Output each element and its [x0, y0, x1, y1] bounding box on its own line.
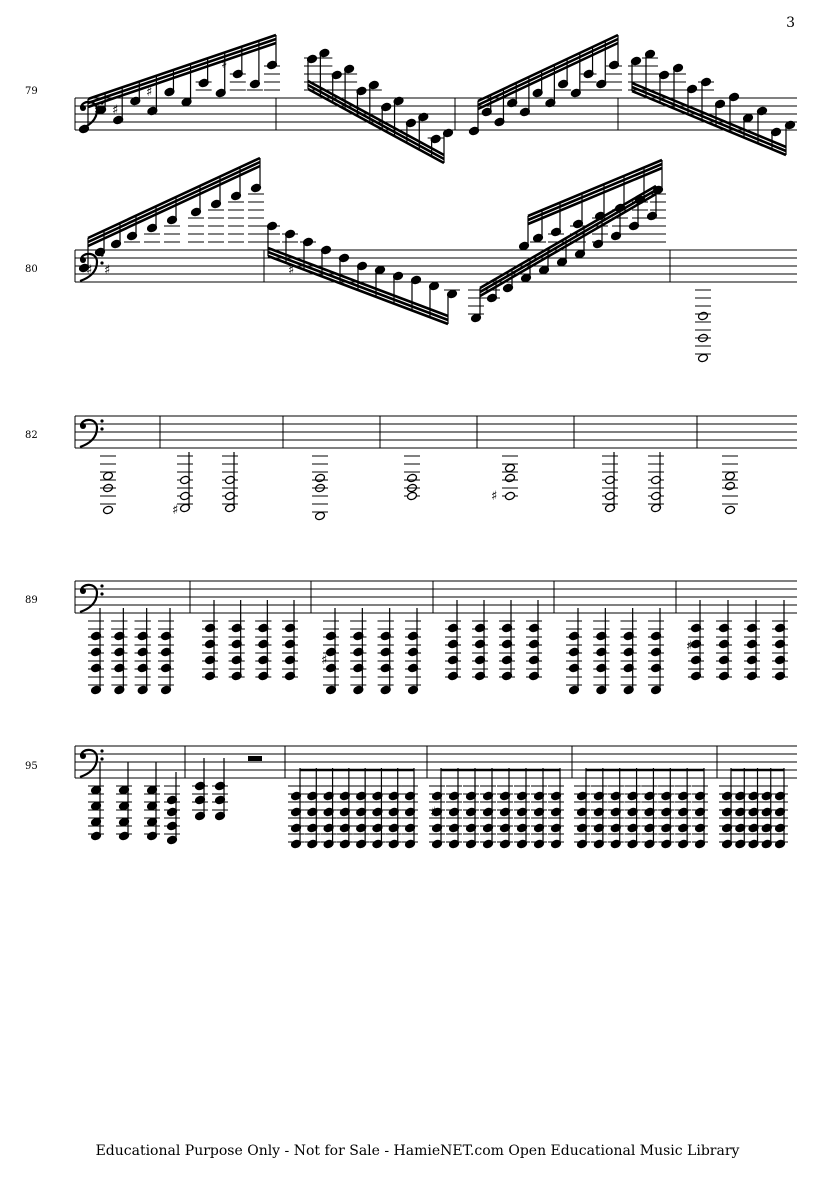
- measure-number: 82: [25, 430, 38, 441]
- sharp-sign: ♯: [104, 263, 111, 278]
- notehead: [698, 311, 709, 321]
- measure-number: 89: [25, 595, 38, 606]
- beam: [632, 83, 786, 147]
- beam: [480, 194, 656, 296]
- sharp-sign: ♯: [172, 503, 179, 518]
- notehead: [725, 471, 736, 481]
- beam: [632, 91, 786, 155]
- sharp-sign: ♯: [288, 263, 295, 278]
- notehead: [407, 473, 418, 483]
- beam: [308, 89, 444, 163]
- beam: [528, 164, 662, 220]
- sharp-sign: ♯: [146, 85, 153, 100]
- notehead: [505, 491, 516, 501]
- beam: [480, 186, 656, 288]
- sharp-sign: ♯: [491, 489, 498, 504]
- half-rest: [248, 756, 262, 761]
- beam: [478, 43, 618, 109]
- beam: [88, 39, 276, 103]
- notehead: [315, 511, 326, 521]
- notehead: [407, 491, 418, 501]
- sharp-sign: ♯: [221, 57, 228, 72]
- beam: [268, 252, 448, 320]
- sharp-sign: ♯: [86, 263, 93, 278]
- notehead: [103, 505, 114, 515]
- beam: [528, 160, 662, 216]
- notehead: [698, 353, 709, 363]
- notehead: [505, 473, 516, 483]
- beam: [478, 39, 618, 105]
- measure-number: 95: [25, 761, 38, 772]
- sharp-sign: ♯: [321, 653, 328, 668]
- beam: [88, 43, 276, 107]
- notehead: [103, 471, 114, 481]
- notehead: [725, 481, 736, 491]
- sharp-sign: ♯: [430, 805, 437, 820]
- beam: [480, 190, 656, 292]
- sharp-sign: ♯: [686, 639, 693, 654]
- notehead: [725, 505, 736, 515]
- footer-text: Educational Purpose Only - Not for Sale - HamieNET.com Open Educational Music Library: [95, 1143, 740, 1159]
- sharp-sign: ♯: [94, 103, 101, 118]
- notehead: [315, 473, 326, 483]
- measure-number: 79: [25, 86, 38, 97]
- beam: [88, 35, 276, 99]
- page-number: 3: [786, 15, 795, 31]
- notehead: [505, 463, 516, 473]
- beam: [478, 35, 618, 101]
- measure-number: 80: [25, 264, 38, 275]
- beam: [632, 87, 786, 151]
- sharp-sign: ♯: [112, 103, 119, 118]
